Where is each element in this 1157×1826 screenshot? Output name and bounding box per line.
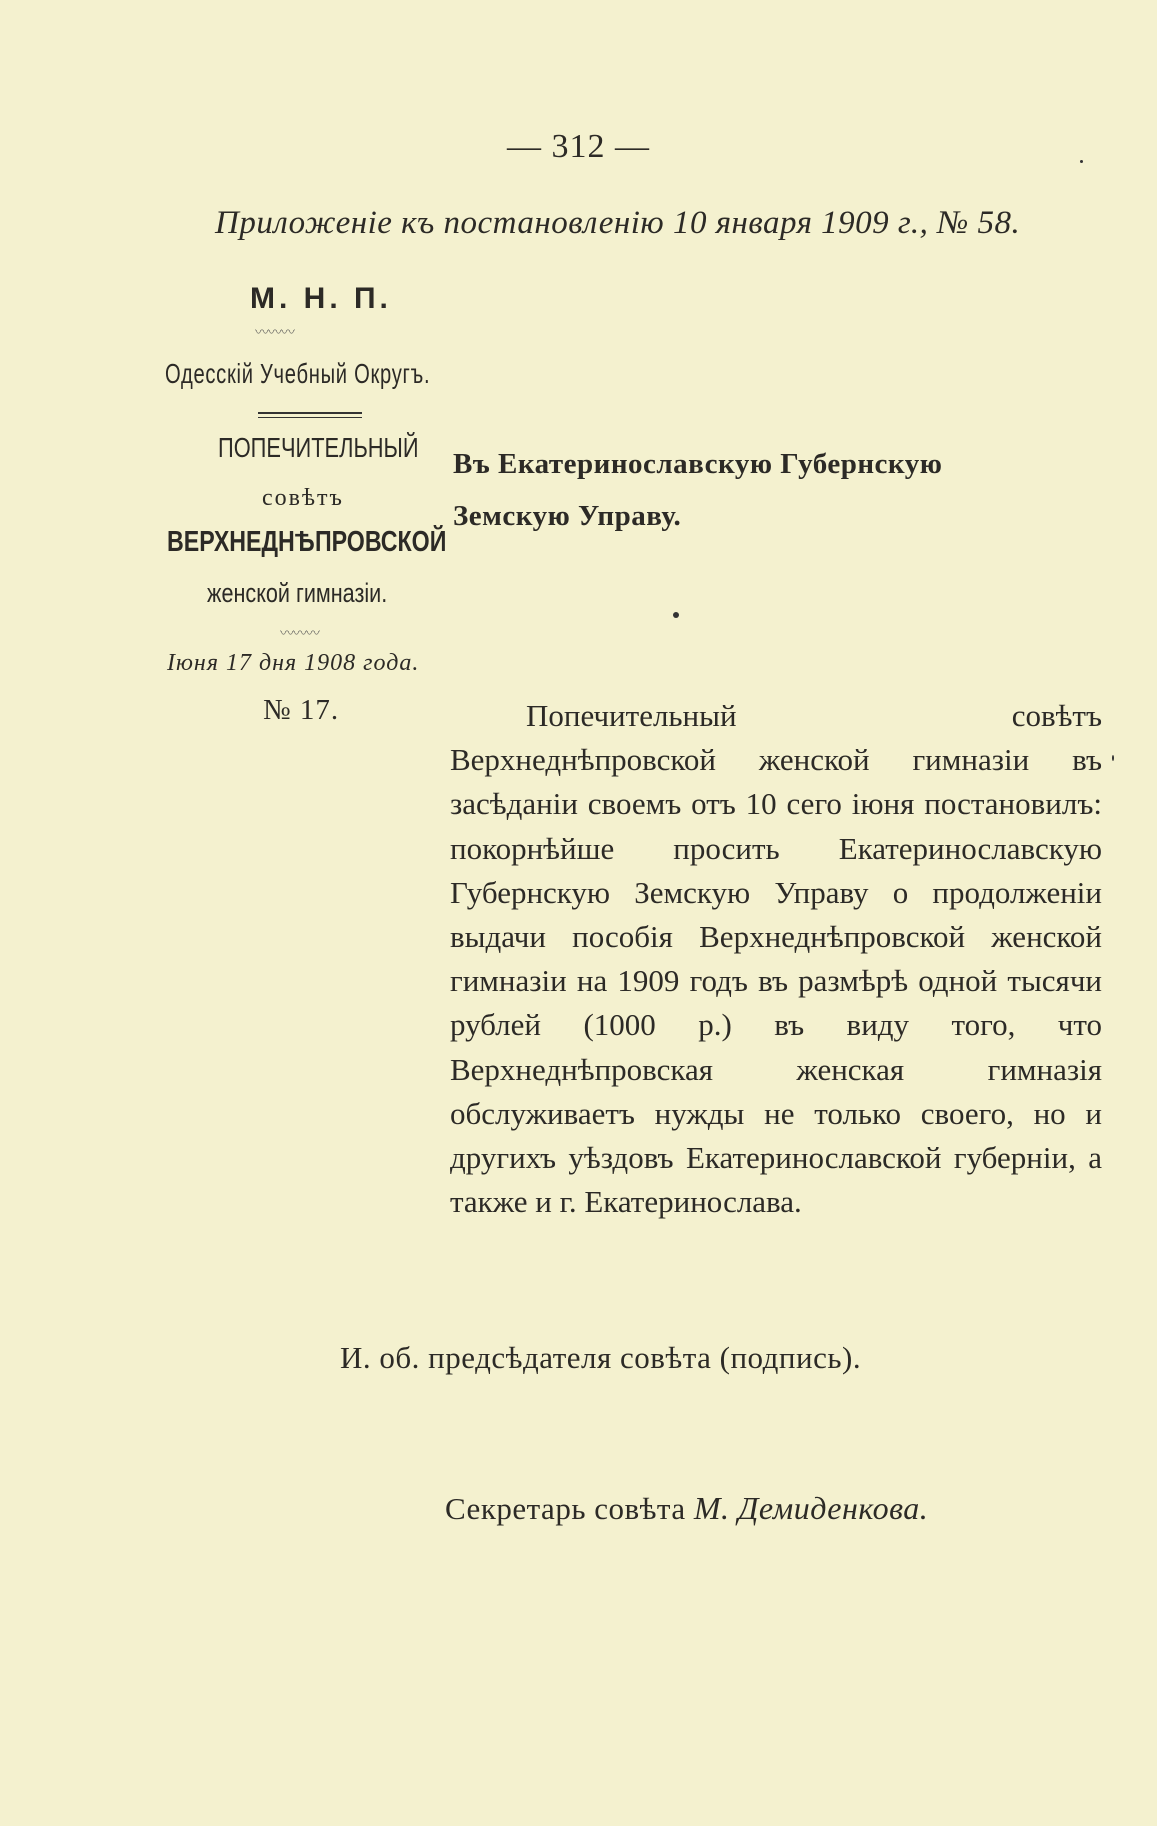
- council-title-line3: ВЕРХНЕДНѢПРОВСКОЙ: [167, 526, 447, 558]
- secretary-title: Секретарь совѣта: [445, 1491, 686, 1526]
- chair-signature: И. об. предсѣдателя совѣта (подпись).: [340, 1340, 862, 1375]
- addressee-line1: Въ Екатеринославскую Губернскую: [453, 448, 943, 480]
- council-title-line2: совѣтъ: [262, 485, 344, 511]
- appendix-heading: Приложенiе къ постановленiю 10 января 1909 г., № 58.: [215, 205, 1021, 241]
- council-title-line4: женской гимназiи.: [207, 578, 388, 608]
- print-speck: [673, 612, 679, 618]
- letter-number: № 17.: [263, 694, 340, 726]
- page-number: — 312 —: [507, 128, 650, 165]
- print-speck: [1112, 755, 1114, 761]
- council-title-line1-text: ПОПЕЧИТЕЛЬНЫЙ: [218, 432, 419, 463]
- addressee-line2: Земскую Управу.: [453, 500, 682, 532]
- ministry-abbreviation: М. Н. П.: [250, 282, 392, 315]
- double-rule-divider: [258, 412, 362, 418]
- educational-district: Одесскiй Учебный Округъ.: [165, 358, 431, 389]
- secretary-signature: [445, 1490, 928, 1527]
- print-speck: [1080, 160, 1083, 163]
- addressee-block: [453, 438, 942, 542]
- wave-divider: 〰〰〰: [280, 627, 319, 642]
- letter-body: [450, 694, 1102, 1224]
- wave-divider: 〰〰〰: [255, 326, 294, 341]
- body-paragraph: Попечительный совѣтъ Верхнеднѣпровской женской гимназiи въ засѣданiи своемъ отъ 10 сего iюня постановилъ: покорнѣйше просить Екатеринославскую Губернскую Земскую Управу о продолженiи выдачи пособiя Верхнеднѣпровской женской гимназiи на 1909 годъ въ размѣрѣ одной тысячи рублей (1000 р.) въ виду того, что Верхнеднѣпровская женская гимназiя обслуживаетъ нужды не только своего, но и другихъ уѣздовъ Екатеринославской губернiи, а также и г. Екатеринослава.: [450, 698, 1102, 1220]
- letter-date: Iюня 17 дня 1908 года.: [167, 650, 420, 676]
- secretary-name: М. Демиденкова.: [693, 1490, 929, 1526]
